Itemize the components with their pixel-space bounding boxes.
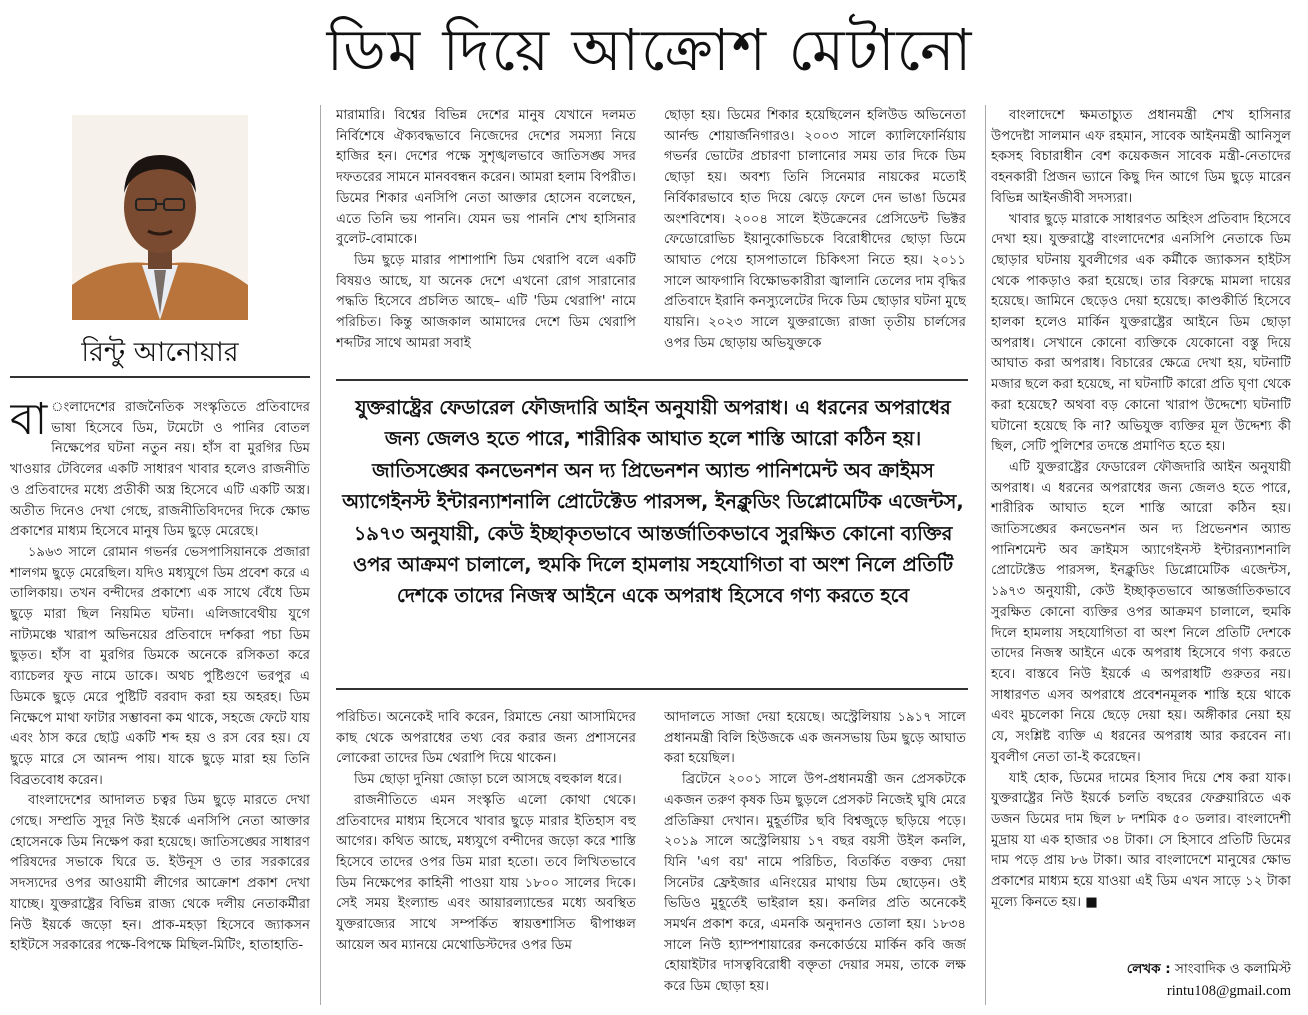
col3-bottom-paragraph-1: আদালতে সাজা দেয়া হয়েছে। অস্ট্রেলিয়ায় ১৯১৭ সালে প্রধানমন্ত্রী বিলি হিউজকে এক জনসভায় ডিম ছুড়ে আঘাত করা হয়েছিল। xyxy=(664,710,966,767)
col1-paragraph-1: বা ংলাদেশের রাজনৈতিক সংস্কৃতিতে প্রতিবাদের ভাষা হিসেবে ডিম, টমেটো ও পানির বোতল নিক্ষেপের ঘটনা নতুন নয়। হাঁস বা মুরগির ডিম খাওয়ার টেবিলের একটি সাধারণ খাবার হলেও রাজনীতি ও প্রতিবাদের মধ্যে প্রতীকী অস্ত্র হিসেবে এটি একটি অস্ত্র। অতীত দিনেও দেখা গেছে, রাজনীতিবিদদের দিকে ক্ষোভ প্রকাশের মাধ্যম হিসেবে মানুষ ডিম ছুড়ে মেরেছে। xyxy=(10,398,310,540)
col1-paragraph-2: ১৯৬৩ সালে রোমান গভর্নর ভেসপাসিয়ানকে প্রজারা শালগম ছুড়ে মেরেছিল। যদিও মধ্যযুগে ডিম প্রবেশ করে এ তালিকায়। তখন বন্দীদের প্রকাশ্যে এক সাথে বেঁধে ডিম ছুড়ে মারা ছিল নিয়মিত ঘটনা। এলিজাবেথীয় যুগে নাট্যমঞ্চে খারাপ অভিনয়ের প্রতিবাদে দর্শকরা পচা ডিম ছুড়ত। হাঁস বা মুরগির ডিমকে অনেকে রসিকতা করে ব্যাচেলর ফুড নামে ডাকে। অথচ পুষ্টিগুণে ভরপুর এ ডিমকে ছুড়ে মেরে পুষ্টিটি বরবাদ করা হয় অহরহ। ডিম নিক্ষেপে মাথা ফাটার সম্ভাবনা কম থাকে, সহজে ফেটে যায় এবং ঠাস করে ছোট্ট একটি শব্দ হয় ও রস বের হয়। যে ছুড়ে মারে সে আনন্দ পায়। যাকে ছুড়ে মারা হয় তিনি বিব্রতবোধ করেন। xyxy=(10,544,310,788)
col4-paragraph-1: বাংলাদেশে ক্ষমতাচ্যুত প্রধানমন্ত্রী শেখ হাসিনার উপদেষ্টা সালমান এফ রহমান, সাবেক আইনমন্ত্রী আনিসুল হকসহ বিচারাধীন বেশ কয়েকজন সাবেক মন্ত্রী-নেতাদের বহনকারী প্রিজন ভ্যানে কিছু দিন আগে ডিম ছুড়ে মারেন বিভিন্ন আইনজীবী সদস্যরা। xyxy=(991,108,1291,206)
col4-paragraph-4: যাই হোক, ডিমের দামের হিসাব দিয়ে শেষ করা যাক। যুক্তরাষ্ট্রের নিউ ইয়র্কে চলতি বছরের ফেব্রুয়ারিতে এক ডজন ডিমের দাম ছিল ৮ দশমিক ৫০ ডলার। বাংলাদেশী মুদ্রায় যা এক হাজার ৩৪ টাকা। সে হিসাবে প্রতিটি ডিমের দাম পড়ে প্রায় ৮৬ টাকা। আর বাংলাদেশে মানুষের ক্ষোভ প্রকাশের মাধ্যম হয়ে যাওয়া এই ডিম এখন সাড়ে ১২ টাকা মূল্যে কিনতে হয়। ■ xyxy=(991,770,1291,910)
column-rule-1 xyxy=(320,105,321,1005)
column-4 xyxy=(991,106,1291,956)
headline: ডিম দিয়ে আক্রোশ মেটানো xyxy=(326,16,974,84)
pull-quote: যুক্তরাষ্ট্রের ফেডারেল ফৌজদারি আইন অনুযায়ী অপরাধ। এ ধরনের অপরাধের জন্য জেলও হতে পারে, শারীরিক আঘাত হলে শাস্তি আরো কঠিন হয়। জাতিসঙ্ঘের কনভেনশন অন দ্য প্রিভেনশন অ্যান্ড পানিশমেন্ট অব ক্রাইমস অ্যাগেইনস্ট ইন্টারন্যাশনালি প্রোটেক্টেড পারসন্স, ইনক্লুডিং ডিপ্লোমেটিক এজেন্টস, ১৯৭৩ অনুযায়ী, কেউ ইচ্ছাকৃতভাবে আন্তর্জাতিকভাবে সুরক্ষিত কোনো ব্যক্তির ওপর আক্রমণ চালালে, হুমকি দিলে হামলায় সহযোগিতা বা অংশ নিলে প্রতিটি দেশকে তাদের নিজস্ব আইনে একে অপরাধ হিসেবে গণ্য করতে হবে xyxy=(342,396,964,608)
col3-top-paragraph-1: ছোড়া হয়। ডিমের শিকার হয়েছিলেন হলিউড অভিনেতা আর্নল্ড শোয়ার্জনিগারও। ২০০৩ সালে ক্যালিফোর্নিয়ায় গভর্নর ভোটের প্রচারণা চালানোর সময় তার দিকে ডিম ছোড়া হয়। অবশ্য তিনি সিনেমার নায়কের মতোই নির্বিকারভাবে হাত দিয়ে ঝেড়ে ফেলে দেন ভাঙা ডিমের অংশবিশেষ। ২০০৪ সালে ইউক্রেনের প্রেসিডেন্ট ভিক্টর ফেডোরোভিচ ইয়ানুকোভিচকে বিরোধীদের ছোড়া ডিমে আঘাত পেয়ে হাসপাতালে চিকিৎসা নিতে হয়। ২০১১ সালে আফগানি বিক্ষোভকারীরা জ্বালানি তেলের দাম বৃদ্ধির প্রতিবাদে ইরানি কনস্যুলেটের দিকে ডিম ছোড়ার ঘটনা মুছে যায়নি। ২০২৩ সালে যুক্তরাজ্যে রাজা তৃতীয় চার্লসের ওপর ডিম ছোড়ায় অভিযুক্তকে xyxy=(664,108,966,351)
column-2-bottom xyxy=(336,708,636,1003)
column-3-bottom xyxy=(664,708,966,1003)
pull-quote-top-rule xyxy=(336,379,968,381)
author-signature xyxy=(1015,958,1291,1002)
col2-top-paragraph-1: মারামারি। বিশ্বের বিভিন্ন দেশের মানুষ যেখানে দলমত নির্বিশেষে ঐক্যবদ্ধভাবে নিজেদের দেশের সমস্যা নিয়ে হাজির হন। দেশের পক্ষে সুশৃঙ্খলভাবে জাতিসঙ্ঘ সদর দফতরের সামনে মানববন্ধন করেন। আমরা হলাম বিপরীত। ডিমের শিকার এনসিপি নেতা আক্তার হোসেন বলেছেন, এতে তিনি ভয় পাননি। যেমন ভয় পাননি শেখ হাসিনার বুলেট-বোমাকে। xyxy=(336,108,636,248)
author-credit xyxy=(1015,958,1291,980)
col4-paragraph-3: এটি যুক্তরাষ্ট্রের ফেডারেল ফৌজদারি আইন অনুযায়ী অপরাধ। এ ধরনের অপরাধের জন্য জেলও হতে পারে, শারীরিক আঘাত হলে শাস্তি আরো কঠিন হয়। জাতিসঙ্ঘের কনভেনশন অন দ্য প্রিভেনশন অ্যান্ড পানিশমেন্ট অব ক্রাইমস অ্যাগেইনস্ট ইন্টারন্যাশনালি প্রোটেক্টেড পারসন্স, ইনক্লুডিং ডিপ্লোমেটিক এজেন্টস, ১৯৭৩ অনুযায়ী, কেউ ইচ্ছাকৃতভাবে আন্তর্জাতিকভাবে সুরক্ষিত কোনো ব্যক্তির ওপর আক্রমণ চালালে, হুমকি দিলে হামলায় সহযোগিতা বা অংশ নিলে প্রতিটি দেশকে তাদের নিজস্ব আইনে একে অপরাধ হিসেবে গণ্য করতে হবে। বাস্তবে নিউ ইয়র্কে এ অপরাধটি গুরুতর নয়। সাধারণত এসব অপরাধে প্রবেশনমূলক শাস্তি হয়ে থাকে এবং মুচলেকা নিয়ে ছেড়ে দেয়া হয়। অঙ্গীকার নেয়া হয় যে, সংশ্লিষ্ট ব্যক্তি এ ধরনের অপরাধ আর করবেন না। যুবলীগ নেতা তা-ই করেছেন। xyxy=(991,459,1291,765)
col2-bottom-paragraph-3: রাজনীতিতে এমন সংস্কৃতি এলো কোথা থেকে। প্রতিবাদের মাধ্যম হিসেবে খাবার ছুড়ে মারার ইতিহাস বহু আগের। কথিত আছে, মধ্যযুগে বন্দীদের জড়ো করে শাস্তি হিসেবে তাদের ওপর ডিম মারা হতো। তবে লিখিতভাবে ডিম নিক্ষেপের কাহিনী পাওয়া যায় ১৮০০ সালের দিকে। সেই সময় ইংল্যান্ড এবং আয়ারল্যান্ডের মধ্যে অবস্থিত যুক্তরাজ্যের সাথে সম্পর্কিত স্বায়ত্তশাসিত দ্বীপাঞ্চল আয়েল অব ম্যানয়ে মেথোডিস্টদের ওপর ডিম xyxy=(336,792,636,953)
col2-bottom-paragraph-1: পরিচিত। অনেকেই দাবি করেন, রিমান্ডে নেয়া আসামিদের কাছ থেকে অপরাধের তথ্য বের করার জন্য প্রশাসনের লোকেরা তাদের ডিম থেরাপি দিয়ে থাকেন। xyxy=(336,710,636,767)
author-photo xyxy=(72,115,248,320)
column-3-top xyxy=(664,106,966,359)
col2-bottom-paragraph-2: ডিম ছোড়া দুনিয়া জোড়া চলে আসছে বহুকাল ধরে। xyxy=(354,772,622,788)
author-credit-label: লেখক : xyxy=(1126,961,1171,977)
column-1 xyxy=(10,398,310,1002)
author-email[interactable]: rintu108@gmail.com xyxy=(1166,983,1291,999)
pull-quote-bottom-rule xyxy=(336,688,968,690)
author-name: রিন্টু আনোয়ার xyxy=(81,337,239,368)
col2-top-paragraph-2: ডিম ছুড়ে মারার পাশাপাশি ডিম থেরাপি বলে একটি বিষয়ও আছে, যা অনেক দেশে এখনো রোগ সারানোর পদ্ধতি হিসেবে প্রচলিত আছে– এটি 'ডিম থেরাপি' নামে পরিচিত। কিন্তু আজকাল আমাদের দেশে ডিম থেরাপি শব্দটির সাথে আমরা সবাই xyxy=(336,252,636,351)
drop-cap: বা xyxy=(10,398,48,445)
author-credit-role: সাংবাদিক ও কলামিস্ট xyxy=(1174,961,1291,977)
column-rule-3 xyxy=(985,105,986,1005)
col3-bottom-paragraph-2: ব্রিটেনে ২০০১ সালে উপ-প্রধানমন্ত্রী জন প্রেসকটকে একজন তরুণ কৃষক ডিম ছুড়লে প্রেসকট নিজেই ঘুষি মেরে প্রতিক্রিয়া দেখান। মুহূর্তটির ছবি বিশ্বজুড়ে ছড়িয়ে পড়ে। ২০১৯ সালে অস্ট্রেলিয়ায় ১৭ বছর বয়সী উইল কনলি, যিনি 'এগ বয়' নামে পরিচিত, বিতর্কিত বক্তব্য দেয়া সিনেটর ফ্রেইজার এনিংয়ের মাথায় ডিম ছোড়েন। ওই ভিডিও মুহূর্তেই ভাইরাল হয়। কনলির প্রতি অনেকেই সমর্থন প্রকাশ করে, এমনকি অনুদানও তোলা হয়। ১৮৩৪ সালে নিউ হ্যাম্পশায়ারের কনকোর্ডয়ে মার্কিন কবি জর্জ হোয়াইটার দাসত্ববিরোধী বক্তৃতা দেয়ার সময়, তাকে লক্ষ করে ডিম ছোড়া হয়। xyxy=(664,772,966,995)
col1-paragraph-3: বাংলাদেশের আদালত চত্বর ডিম ছুড়ে মারতে দেখা গেছে। সম্প্রতি সুদূর নিউ ইয়র্কে এনসিপি নেতা আক্তার হোসেনকে ডিম নিক্ষেপ করা হয়েছে। জাতিসঙ্ঘের সাধারণ পরিষদের সভাকে ঘিরে ড. ইউনূস ও তার সরকারের সদস্যদের ওপর আওয়ামী লীগের আক্রোশ প্রকাশ দেখা যাচ্ছে। যুক্তরাষ্ট্রের বিভিন্ন রাজ্য থেকে দলীয় নেতাকর্মীরা নিউ ইয়র্কে জড়ো হন। প্রাক-মহড়া হিসেবে জ্যাকসন হাইটসে সরকারের পক্ষে-বিপক্ষে মিছিল-মিটিং, হাতাহাতি- xyxy=(10,793,310,954)
column-2-top xyxy=(336,106,636,359)
col4-paragraph-2: খাবার ছুড়ে মারাকে সাধারণত অহিংস প্রতিবাদ হিসেবে দেখা হয়। যুক্তরাষ্ট্রে বাংলাদেশের এনসিপি নেতাকে ডিম ছোড়ার ঘটনায় যুবলীগের এক কর্মীকে জ্যাকসন হাইটস থেকে পাকড়াও করা হয়েছে। তার বিরুদ্ধে মামলা দায়ের হয়েছে। জামিনে ছেড়েও দেয়া হয়েছে। কাণ্ডকীর্তি হিসেবে হালকা হলেও মার্কিন যুক্তরাষ্ট্রের আইনে ডিম ছোড়া অপরাধ। সেখানে কোনো ব্যক্তিকে যেকোনো বস্তু দিয়ে আঘাত করা অপরাধ। বিচারের ক্ষেত্রে দেখা হয়, ঘটনাটি মজার ছলে করা হয়েছে, না ঘটনাটি কারো প্রতি ঘৃণা থেকে করা হয়েছে? অথবা বড় কোনো খারাপ উদ্দেশ্যে ঘটনাটি ঘটানো হয়েছে কি না? অভিযুক্ত ব্যক্তির মূল উদ্দেশ্য কী ছিল, সেটি পুলিশের তদন্তে প্রমাণিত হতে হয়। xyxy=(991,211,1291,455)
author-divider xyxy=(10,376,310,378)
